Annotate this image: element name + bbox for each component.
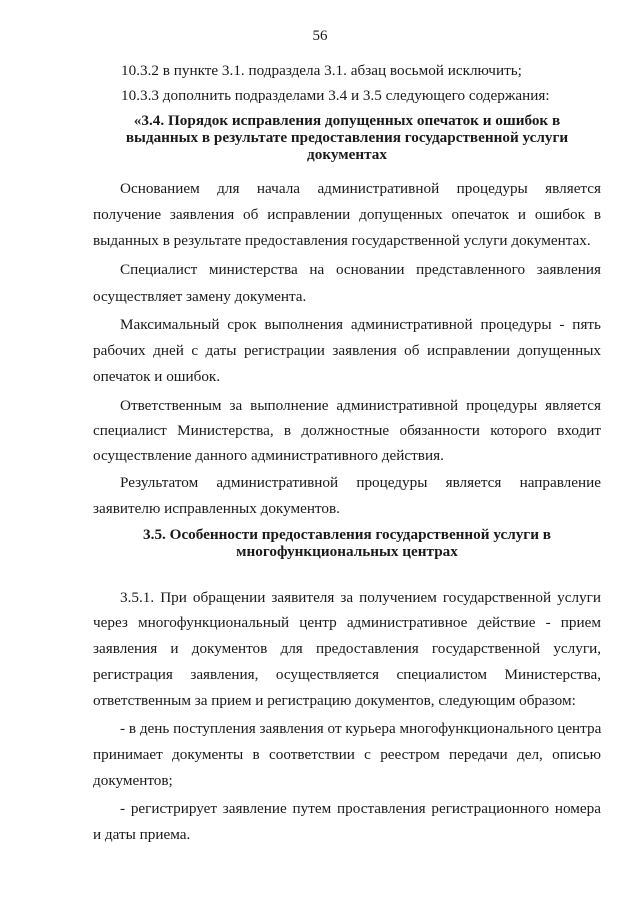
- para-specialist-line-2: осуществляет замену документа.: [93, 288, 307, 305]
- heading-3-5-line-1: 3.5. Особенности предоставления государственной услуги в: [143, 526, 551, 543]
- para-specialist-line-1: Специалист министерства на основании представленного заявления: [120, 261, 601, 278]
- bullet-1-line-1: - в день поступления заявления от курьера многофункционального центра: [120, 720, 602, 737]
- page-number: 56: [312, 28, 328, 44]
- bullet-1-line-2: принимает документы в соответствии с реестром передачи дел, описью: [93, 746, 601, 763]
- para-basis-line-1: Основанием для начала административной процедуры является: [120, 180, 601, 197]
- bullet-2-line-2: и даты приема.: [93, 826, 191, 843]
- para-result-line-2: заявителю исправленных документов.: [93, 500, 340, 517]
- para-responsible-line-3: осуществление данного административного действия.: [93, 447, 444, 464]
- para-term-line-2: рабочих дней с даты регистрации заявления об исправлении допущенных: [93, 342, 601, 359]
- heading-3-4-line-2: выданных в результате предоставления государственной услуги: [125, 129, 569, 146]
- para-351-line-5: ответственным за прием и регистрацию документов, следующим образом:: [93, 692, 576, 709]
- para-basis-line-3: выданных в результате предоставления государственной услуги документах.: [93, 232, 591, 249]
- para-term-line-1: Максимальный срок выполнения административной процедуры - пять: [120, 316, 601, 333]
- para-result-line-1: Результатом административной процедуры является направление: [120, 474, 601, 491]
- heading-3-4-line-1: «3.4. Порядок исправления допущенных опечаток и ошибок в: [133, 112, 561, 129]
- heading-3-5-line-2: многофункциональных центрах: [236, 543, 458, 560]
- para-basis-line-2: получение заявления об исправлении допущенных опечаток и ошибок в: [93, 206, 601, 223]
- para-351-line-3: заявления и документов для предоставления государственной услуги,: [93, 640, 601, 657]
- item-10-3-3: 10.3.3 дополнить подразделами 3.4 и 3.5 следующего содержания:: [121, 87, 550, 104]
- heading-3-4-line-3: документах: [307, 146, 387, 163]
- para-351-line-1: 3.5.1. При обращении заявителя за получением государственной услуги: [120, 589, 601, 606]
- bullet-1-line-3: документов;: [93, 772, 173, 789]
- para-responsible-line-1: Ответственным за выполнение административной процедуры является: [120, 397, 601, 414]
- para-term-line-3: опечаток и ошибок.: [93, 368, 221, 385]
- para-responsible-line-2: специалист Министерства, в должностные обязанности которого входит: [93, 422, 601, 439]
- bullet-2-line-1: - регистрирует заявление путем проставления регистрационного номера: [120, 800, 601, 817]
- para-351-line-4: регистрация заявления, осуществляется специалистом Министерства,: [93, 666, 601, 683]
- item-10-3-2: 10.3.2 в пункте 3.1. подраздела 3.1. абзац восьмой исключить;: [121, 62, 522, 79]
- para-351-line-2: через многофункциональный центр административное действие - прием: [93, 614, 601, 631]
